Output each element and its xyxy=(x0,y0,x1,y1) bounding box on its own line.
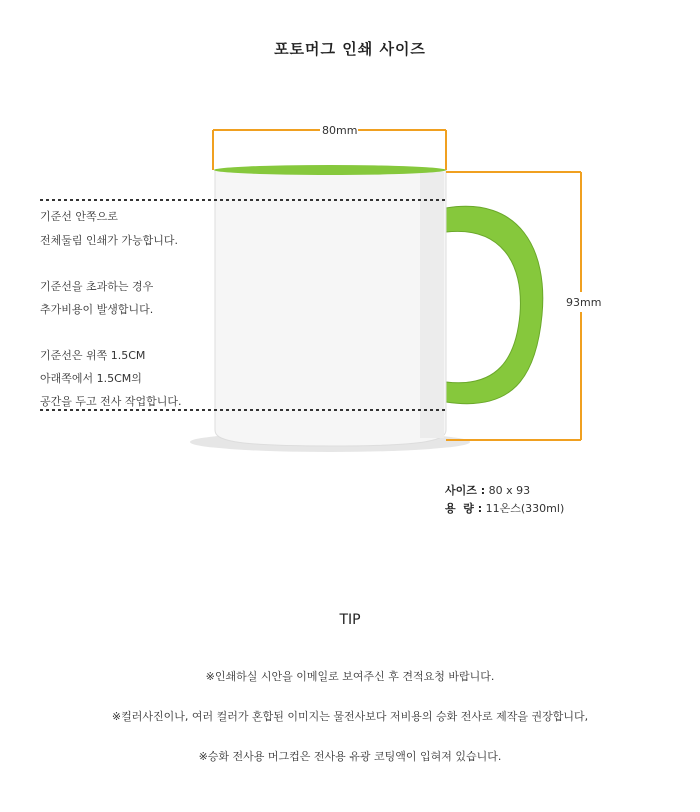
note-line: 아래쪽에서 1.5CM의 xyxy=(40,372,142,385)
note-line: 기준선을 초과하는 경우 xyxy=(40,280,154,293)
tip-line: ※승화 전사용 머그컵은 전사용 유광 코팅액이 입혀져 있습니다. xyxy=(198,750,502,763)
note-line: 기준선은 위쪽 1.5CM xyxy=(40,349,146,362)
tip-line: ※인쇄하실 시안을 이메일로 보여주신 후 견적요청 바랍니다. xyxy=(205,670,495,683)
width-label: 80mm xyxy=(322,124,358,137)
note-line: 추가비용이 발생합니다. xyxy=(40,303,154,316)
mug-handle xyxy=(446,206,543,403)
note-line: 공간을 두고 전사 작업합니다. xyxy=(40,395,182,408)
mug-body-shade xyxy=(420,172,444,438)
spec-capacity xyxy=(445,500,564,518)
mug-rim xyxy=(214,165,446,175)
spec-size-label: 사이즈 : xyxy=(445,484,486,497)
spec-size xyxy=(445,482,564,500)
note-line: 전체둘림 인쇄가 가능합니다. xyxy=(40,234,179,247)
note-line: 기준선 안쪽으로 xyxy=(40,210,118,223)
page-title: 포토머그 인쇄 사이즈 xyxy=(274,40,426,58)
mug-specs xyxy=(445,482,564,518)
spec-size-value: 80 x 93 xyxy=(488,484,531,497)
spec-capacity-label: 용 량 : xyxy=(445,502,483,515)
tip-title: TIP xyxy=(339,612,361,628)
tip-line: ※컬러사진이나, 여러 컬러가 혼합된 이미지는 물전사보다 저비용의 승화 전사로 제작을 권장합니다, xyxy=(111,710,589,723)
mug-body xyxy=(215,170,446,446)
height-label: 93mm xyxy=(566,296,602,309)
spec-capacity-value: 11온스(330ml) xyxy=(485,502,565,515)
